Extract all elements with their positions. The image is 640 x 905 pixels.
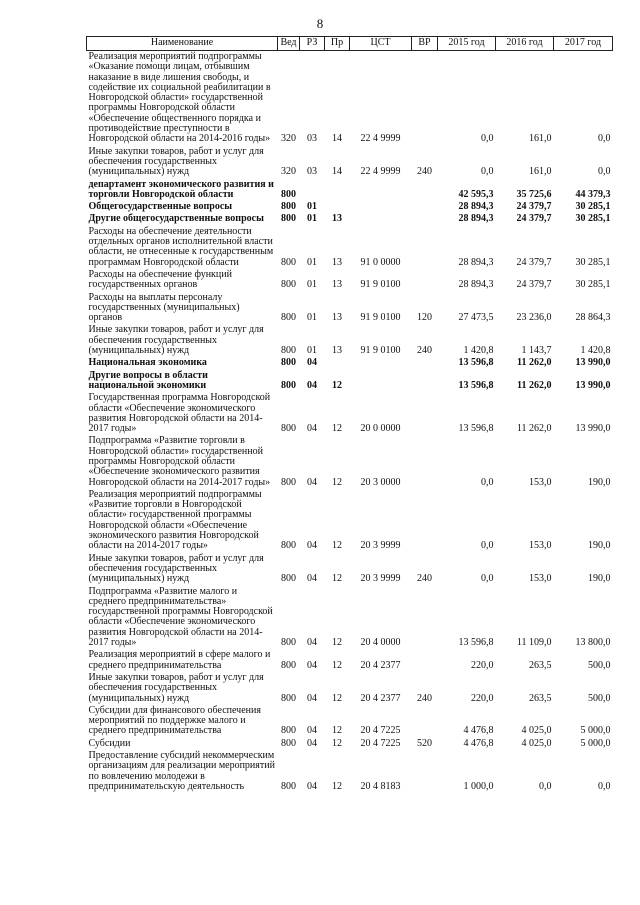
cell-pr: 12 [332, 659, 342, 671]
table-row [87, 738, 613, 750]
cell-name: Предоставление субсидий некоммерческим организациям для реализации мероприятий по вовлечению молодежи в предпринимательскую деятельность [88, 750, 275, 792]
cell-name: Субсидии для финансового обеспечения мероприятий по поддержке малого и среднего предпринимательства [88, 704, 261, 737]
cell-2016: 263,5 [529, 659, 552, 671]
cell-ved: 800 [281, 692, 296, 704]
cell-name: Общегосударственные вопросы [88, 201, 233, 213]
cell-2015: 27 473,5 [458, 312, 494, 324]
cell-2015: 13 596,8 [458, 357, 494, 369]
cell-2015: 4 476,8 [463, 737, 494, 749]
budget-table [86, 36, 613, 793]
cell-vr [412, 705, 438, 738]
cell-rz: 04 [307, 357, 317, 369]
cell-pr: 12 [332, 573, 342, 585]
cell-2016: 24 379,7 [516, 213, 552, 225]
cell-vr: 240 [417, 345, 432, 357]
cell-vr: 240 [417, 573, 432, 585]
cell-2017: 0,0 [598, 166, 611, 178]
cell-pr: 13 [332, 279, 342, 291]
col-header-pr: Пр [325, 37, 350, 51]
table-header-row [87, 37, 613, 51]
table-row [87, 146, 613, 179]
table-row [87, 705, 613, 738]
cell-cst: 20 4 7225 [360, 737, 401, 749]
cell-2017: 5 000,0 [580, 737, 611, 749]
table-row [87, 489, 613, 553]
cell-name: Государственная программа Новгородской области «Обеспечение экономического развития Новгородской области на 2014-2017 годы» [88, 392, 271, 435]
cell-rz: 03 [307, 133, 317, 145]
cell-cst: 91 9 0100 [360, 279, 401, 291]
cell-2015: 4 476,8 [463, 725, 494, 737]
cell-ved: 800 [281, 780, 296, 792]
cell-name: Иные закупки товаров, работ и услуг для обеспечения государственных (муниципальных) нужд [88, 552, 264, 585]
cell-2015: 13 596,8 [458, 423, 494, 435]
cell-2016: 11 262,0 [517, 379, 552, 391]
cell-2015: 0,0 [481, 476, 494, 488]
cell-ved: 800 [281, 423, 296, 435]
cell-rz: 04 [307, 692, 317, 704]
table-row [87, 201, 613, 213]
cell-vr [412, 213, 438, 225]
cell-ved: 800 [281, 540, 296, 552]
cell-2016: 161,0 [529, 133, 552, 145]
cell-pr: 13 [332, 345, 342, 357]
table-row [87, 213, 613, 225]
cell-rz: 01 [307, 256, 317, 268]
cell-2017: 30 285,1 [575, 213, 611, 225]
cell-pr: 12 [332, 476, 342, 488]
col-header-2017: 2017 год [554, 37, 613, 51]
cell-cst [350, 357, 412, 369]
cell-2015: 13 596,8 [458, 637, 494, 649]
cell-2015: 28 894,3 [458, 256, 494, 268]
cell-pr: 12 [332, 540, 342, 552]
cell-ved: 800 [281, 188, 296, 200]
cell-cst: 20 4 2377 [360, 659, 401, 671]
table-row [87, 324, 613, 357]
cell-cst: 20 4 2377 [360, 692, 401, 704]
cell-cst: 22 4 9999 [360, 166, 401, 178]
cell-cst: 20 4 0000 [360, 637, 401, 649]
cell-2016: 24 379,7 [516, 201, 552, 213]
cell-cst [350, 370, 412, 393]
cell-name: Реализация мероприятий подпрограммы «Развитие торговли в Новгородской области» государственной программы Новгородской области «Обеспечение экономического развития Новгородской области на 2014-2017 годы» [88, 488, 262, 552]
table-row [87, 226, 613, 269]
cell-vr [412, 179, 438, 202]
cell-2015: 28 894,3 [458, 279, 494, 291]
table-row [87, 435, 613, 488]
cell-pr: 12 [332, 725, 342, 737]
cell-cst: 20 3 9999 [360, 573, 401, 585]
cell-2017: 190,0 [588, 573, 611, 585]
col-header-vr: ВР [412, 37, 438, 51]
cell-2016: 4 025,0 [521, 737, 552, 749]
cell-2017: 30 285,1 [575, 201, 611, 213]
cell-2016: 11 109,0 [516, 637, 552, 649]
cell-vr [412, 649, 438, 672]
table-row [87, 553, 613, 586]
cell-rz: 04 [307, 725, 317, 737]
cell-pr: 13 [332, 256, 342, 268]
cell-ved: 800 [281, 379, 296, 391]
cell-rz: 04 [307, 476, 317, 488]
cell-cst: 91 9 0100 [360, 312, 401, 324]
cell-name: Расходы на выплаты персоналу государственных (муниципальных) органов [88, 291, 240, 324]
cell-ved: 800 [281, 256, 296, 268]
cell-2016: 24 379,7 [516, 256, 552, 268]
cell-name: Иные закупки товаров, работ и услуг для обеспечения государственных (муниципальных) нужд [88, 324, 264, 357]
col-header-name: Наименование [87, 37, 278, 51]
cell-2017: 500,0 [588, 659, 611, 671]
cell-cst [350, 201, 412, 213]
cell-name: Расходы на обеспечение функций государственных органов [88, 268, 232, 291]
cell-2017: 190,0 [588, 540, 611, 552]
cell-vr: 240 [417, 692, 432, 704]
cell-pr: 12 [332, 379, 342, 391]
table-row [87, 672, 613, 705]
cell-2016: 24 379,7 [516, 279, 552, 291]
cell-2016: 153,0 [529, 540, 552, 552]
cell-rz: 01 [307, 213, 317, 225]
cell-pr: 12 [332, 780, 342, 792]
table-body [87, 51, 613, 794]
cell-name: Другие общегосударственные вопросы [88, 213, 264, 225]
cell-rz: 04 [307, 659, 317, 671]
cell-2015: 1 000,0 [463, 780, 494, 792]
cell-name: Реализация мероприятий подпрограммы «Оказание помощи лицам, отбывшим наказание в виде лишения свободы, и содействие их социальной реабилитации в Новгородской области» государственной программы Новгородской области «Обеспечение общественного порядка и противодействие преступности в Новгородской области на 2014-2016 годы» [88, 51, 271, 145]
cell-name: Подпрограмма «Развитие малого и среднего предпринимательства» государственной программы Новгородской области «Обеспечение экономического развития Новгородской области на 2014-2017 годы» [88, 585, 273, 649]
cell-cst: 20 0 0000 [360, 423, 401, 435]
cell-rz [300, 179, 325, 202]
cell-2016: 153,0 [529, 573, 552, 585]
table-row [87, 51, 613, 146]
cell-2015: 28 894,3 [458, 201, 494, 213]
cell-vr [412, 51, 438, 146]
table-row [87, 179, 613, 202]
cell-cst: 91 9 0100 [360, 345, 401, 357]
cell-2017: 0,0 [598, 780, 611, 792]
cell-2016: 11 262,0 [517, 357, 552, 369]
cell-2017: 1 420,8 [580, 345, 611, 357]
cell-vr [412, 435, 438, 488]
cell-pr [325, 201, 350, 213]
cell-2017: 30 285,1 [575, 279, 611, 291]
cell-name: Подпрограмма «Развитие торговли в Новгородской области» государственной программы Новгородской области «Обеспечение экономического развития Новгородской области на 2014-2017 годы» [88, 435, 271, 488]
cell-2015: 220,0 [471, 659, 494, 671]
cell-rz: 04 [307, 423, 317, 435]
cell-pr [325, 357, 350, 369]
table-row [87, 392, 613, 435]
cell-ved: 800 [281, 345, 296, 357]
cell-2017: 13 990,0 [575, 423, 611, 435]
cell-ved: 800 [281, 201, 296, 213]
cell-2017: 13 990,0 [575, 357, 611, 369]
cell-cst [350, 213, 412, 225]
cell-2016: 1 143,7 [521, 345, 552, 357]
cell-cst: 20 3 9999 [360, 540, 401, 552]
cell-2017: 30 285,1 [575, 256, 611, 268]
cell-2017: 13 990,0 [575, 379, 611, 391]
cell-pr: 12 [332, 737, 342, 749]
cell-name: Другие вопросы в области национальной экономики [88, 369, 208, 391]
cell-rz: 04 [307, 573, 317, 585]
cell-vr [412, 357, 438, 369]
table-row [87, 750, 613, 793]
table-row [87, 357, 613, 369]
col-header-ved: Вед [278, 37, 300, 51]
cell-rz: 04 [307, 737, 317, 749]
cell-2016: 263,5 [529, 692, 552, 704]
cell-2015: 28 894,3 [458, 213, 494, 225]
cell-pr [325, 179, 350, 202]
cell-vr [412, 489, 438, 553]
table-row [87, 586, 613, 650]
cell-name: Иные закупки товаров, работ и услуг для обеспечения государственных (муниципальных) нужд [88, 145, 264, 178]
cell-2015: 0,0 [481, 166, 494, 178]
cell-vr: 240 [417, 166, 432, 178]
cell-name: Субсидии [88, 737, 131, 749]
col-header-2015: 2015 год [438, 37, 496, 51]
cell-ved: 800 [281, 279, 296, 291]
cell-name: Реализация мероприятий в сфере малого и среднего предпринимательства [88, 649, 271, 671]
cell-ved: 320 [281, 166, 296, 178]
cell-ved: 800 [281, 725, 296, 737]
table-row [87, 292, 613, 325]
cell-pr: 12 [332, 637, 342, 649]
cell-ved: 800 [281, 213, 296, 225]
cell-pr: 14 [332, 133, 342, 145]
cell-2017: 13 800,0 [575, 637, 611, 649]
cell-rz: 04 [307, 637, 317, 649]
cell-vr [412, 370, 438, 393]
cell-cst: 20 4 8183 [360, 780, 401, 792]
cell-cst: 91 0 0000 [360, 256, 401, 268]
cell-2017: 44 379,3 [575, 188, 611, 200]
cell-2015: 0,0 [481, 540, 494, 552]
cell-pr: 14 [332, 166, 342, 178]
cell-pr: 12 [332, 692, 342, 704]
cell-vr [412, 392, 438, 435]
col-header-cst: ЦСТ [350, 37, 412, 51]
cell-name: Расходы на обеспечение деятельности отдельных органов исполнительной власти области, не отнесенные к государственным программам Новгородской области [88, 225, 274, 268]
cell-name: Национальная экономика [88, 357, 207, 369]
cell-ved: 800 [281, 357, 296, 369]
cell-rz: 01 [307, 279, 317, 291]
col-header-2016: 2016 год [496, 37, 554, 51]
cell-vr [412, 226, 438, 269]
cell-2015: 13 596,8 [458, 379, 494, 391]
cell-ved: 800 [281, 737, 296, 749]
cell-2015: 220,0 [471, 692, 494, 704]
cell-name: Иные закупки товаров, работ и услуг для обеспечения государственных (муниципальных) нужд [88, 671, 264, 704]
cell-2015: 0,0 [481, 133, 494, 145]
page-number: 8 [316, 16, 324, 31]
cell-cst: 20 4 7225 [360, 725, 401, 737]
cell-ved: 800 [281, 637, 296, 649]
cell-2015: 1 420,8 [463, 345, 494, 357]
cell-pr: 13 [332, 312, 342, 324]
cell-vr: 120 [417, 312, 432, 324]
cell-cst: 22 4 9999 [360, 133, 401, 145]
cell-2017: 190,0 [588, 476, 611, 488]
cell-vr [412, 201, 438, 213]
cell-ved: 800 [281, 659, 296, 671]
cell-2016: 35 725,6 [516, 188, 552, 200]
cell-pr: 13 [332, 213, 342, 225]
cell-rz: 01 [307, 201, 317, 213]
cell-name: департамент экономического развития и торговли Новгородской области [88, 178, 274, 200]
cell-2016: 11 262,0 [516, 423, 552, 435]
table-row [87, 649, 613, 672]
cell-vr [412, 586, 438, 650]
cell-2017: 28 864,3 [575, 312, 611, 324]
cell-2016: 4 025,0 [521, 725, 552, 737]
cell-2017: 5 000,0 [580, 725, 611, 737]
cell-2016: 23 236,0 [516, 312, 552, 324]
table-row [87, 269, 613, 292]
col-header-rz: РЗ [300, 37, 325, 51]
cell-2017: 0,0 [598, 133, 611, 145]
cell-2015: 0,0 [481, 573, 494, 585]
cell-rz: 01 [307, 345, 317, 357]
cell-ved: 800 [281, 312, 296, 324]
cell-2017: 500,0 [588, 692, 611, 704]
cell-ved: 800 [281, 573, 296, 585]
cell-vr: 520 [417, 737, 432, 749]
cell-ved: 320 [281, 133, 296, 145]
cell-cst [350, 179, 412, 202]
cell-ved: 800 [281, 476, 296, 488]
cell-2015: 42 595,3 [458, 188, 494, 200]
cell-vr [412, 750, 438, 793]
cell-rz: 03 [307, 166, 317, 178]
cell-rz: 04 [307, 780, 317, 792]
cell-rz: 04 [307, 379, 317, 391]
cell-pr: 12 [332, 423, 342, 435]
cell-2016: 153,0 [529, 476, 552, 488]
cell-rz: 01 [307, 312, 317, 324]
cell-vr [412, 269, 438, 292]
table-row [87, 370, 613, 393]
cell-rz: 04 [307, 540, 317, 552]
cell-2016: 161,0 [529, 166, 552, 178]
cell-cst: 20 3 0000 [360, 476, 401, 488]
cell-2016: 0,0 [539, 780, 552, 792]
